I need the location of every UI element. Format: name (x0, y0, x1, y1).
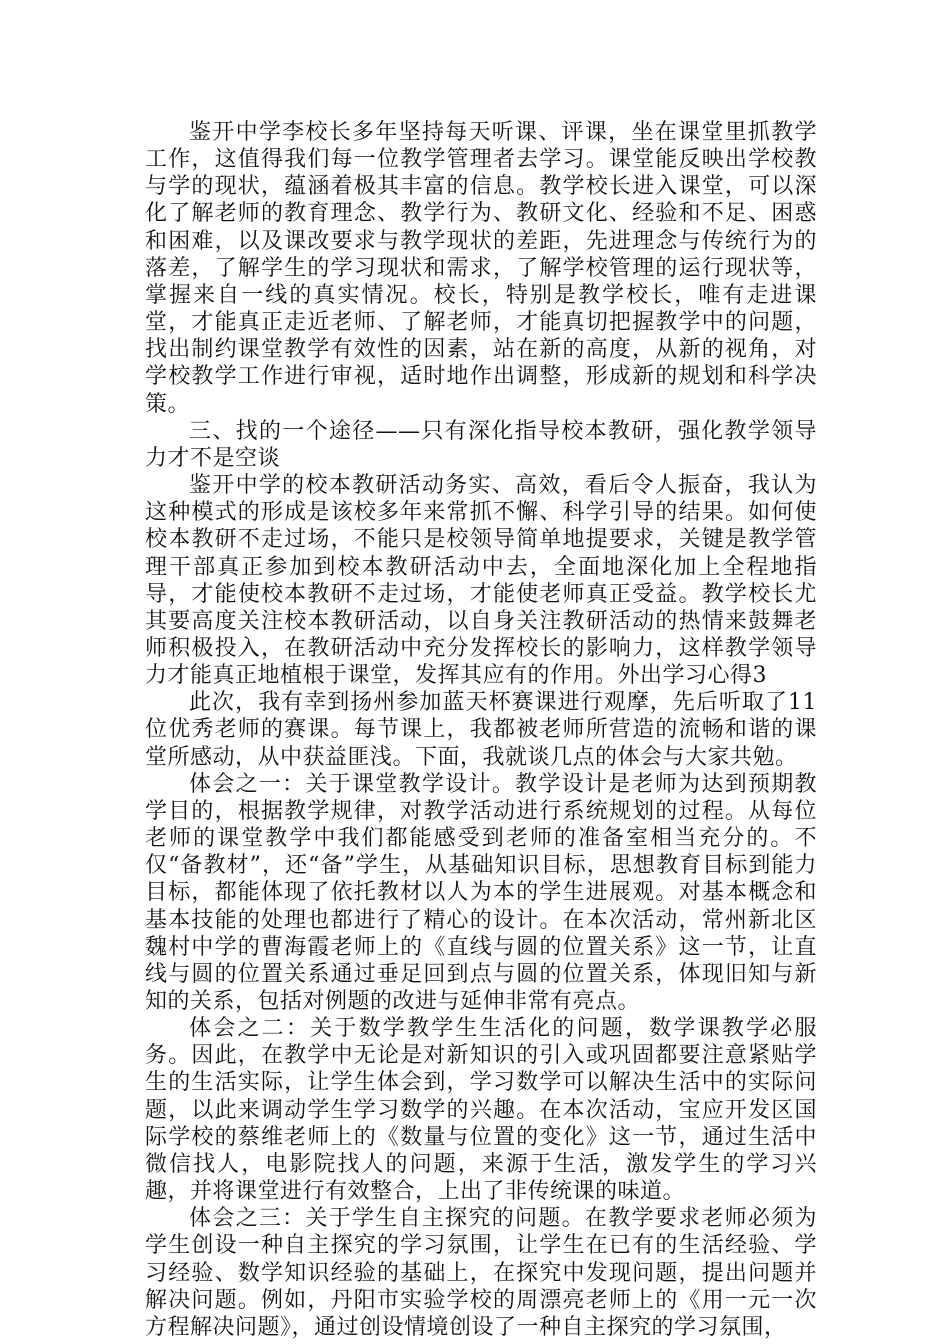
paragraph-insight-two: 体会之二：关于数学教学生生活化的问题，数学课教学必服务。因此，在教学中无论是对新知识的引入或巩固都要注意紧贴学生的生活实际，让学生体会到，学习数学可以解决生活中的实际问题，以此来调动学生学习数学的兴趣。在本次活动，宝应开发区国际学校的蔡维老师上的《数量与位置的变化》这一节，通过生活中微信找人，电影院找人的问题，来源于生活，激发学生的学习兴趣，并将课堂进行有效整合，上出了非传统课的味道。 (145, 1016, 817, 1205)
section-heading-three: 三、找的一个途径——只有深化指导校本教研，强化教学领导力才不是空谈 (145, 418, 817, 471)
paragraph-yangzhou-observation: 此次，我有幸到扬州参加蓝天杯赛课进行观摩，先后听取了11位优秀老师的赛课。每节课上，我都被老师所营造的流畅和谐的课堂所感动，从中获益匪浅。下面，我就谈几点的体会与大家共勉。 (145, 690, 817, 770)
paragraph-insight-three: 体会之三：关于学生自主探究的问题。在教学要求老师必须为学生创设一种自主探究的学习氛围，让学生在已有的生活经验、学习经验、数学知识经验的基础上，在探究中发现问题，提出问题并解决问题。例如，丹阳市实验学校的周漂亮老师上的《用一元一次方程解决问题》，通过创设情境创设了一种自主探究的学习氛围， (145, 1206, 817, 1340)
document-page (145, 119, 817, 1341)
paragraph-insight-one: 体会之一：关于课堂教学设计。教学设计是老师为达到预期教学目的，根据教学规律，对教学活动进行系统规划的过程。从每位老师的课堂教学中我们都能感受到老师的准备室相当充分的。不仅“备教材”，还“备”学生，从基础知识目标，思想教育目标到能力目标，都能体现了依托教材以人为本的学生进展观。对基本概念和基本技能的处理也都进行了精心的设计。在本次活动，常州新北区魏村中学的曹海霞老师上的《直线与圆的位置关系》这一节，让直线与圆的位置关系通过垂足回到点与圆的位置关系，体现旧知与新知的关系，包括对例题的改进与延伸非常有亮点。 (145, 771, 817, 1014)
paragraph-principal-classroom: 鉴开中学李校长多年坚持每天听课、评课，坐在课堂里抓教学工作，这值得我们每一位教学管理者去学习。课堂能反映出学校教与学的现状，蕴涵着极其丰富的信息。教学校长进入课堂，可以深化了解老师的教育理念、教学行为、教研文化、经验和不足、困惑和困难，以及课改要求与教学现状的差距，先进理念与传统行为的落差，了解学生的学习现状和需求，了解学校管理的运行现状等，掌握来自一线的真实情况。校长，特别是教学校长，唯有走进课堂，才能真正走近老师、了解老师，才能真切把握教学中的问题，找出制约课堂教学有效性的因素，站在新的高度，从新的视角，对学校教学工作进行审视，适时地作出调整，形成新的规划和科学决策。 (145, 120, 817, 417)
paragraph-school-research: 鉴开中学的校本教研活动务实、高效，看后令人振奋，我认为这种模式的形成是该校多年来常抓不懈、科学引导的结果。如何使校本教研不走过场，不能只是校领导简单地提要求，关键是教学管理干部真正参加到校本教研活动中去，全面地深化加上全程地指导，才能使校本教研不走过场，才能使老师真正受益。教学校长尤其要高度关注校本教研活动，以自身关注教研活动的热情来鼓舞老师积极投入，在教研活动中充分发挥校长的影响力，这样教学领导力才能真正地植根于课堂，发挥其应有的作用。外出学习心得3 (145, 473, 817, 689)
